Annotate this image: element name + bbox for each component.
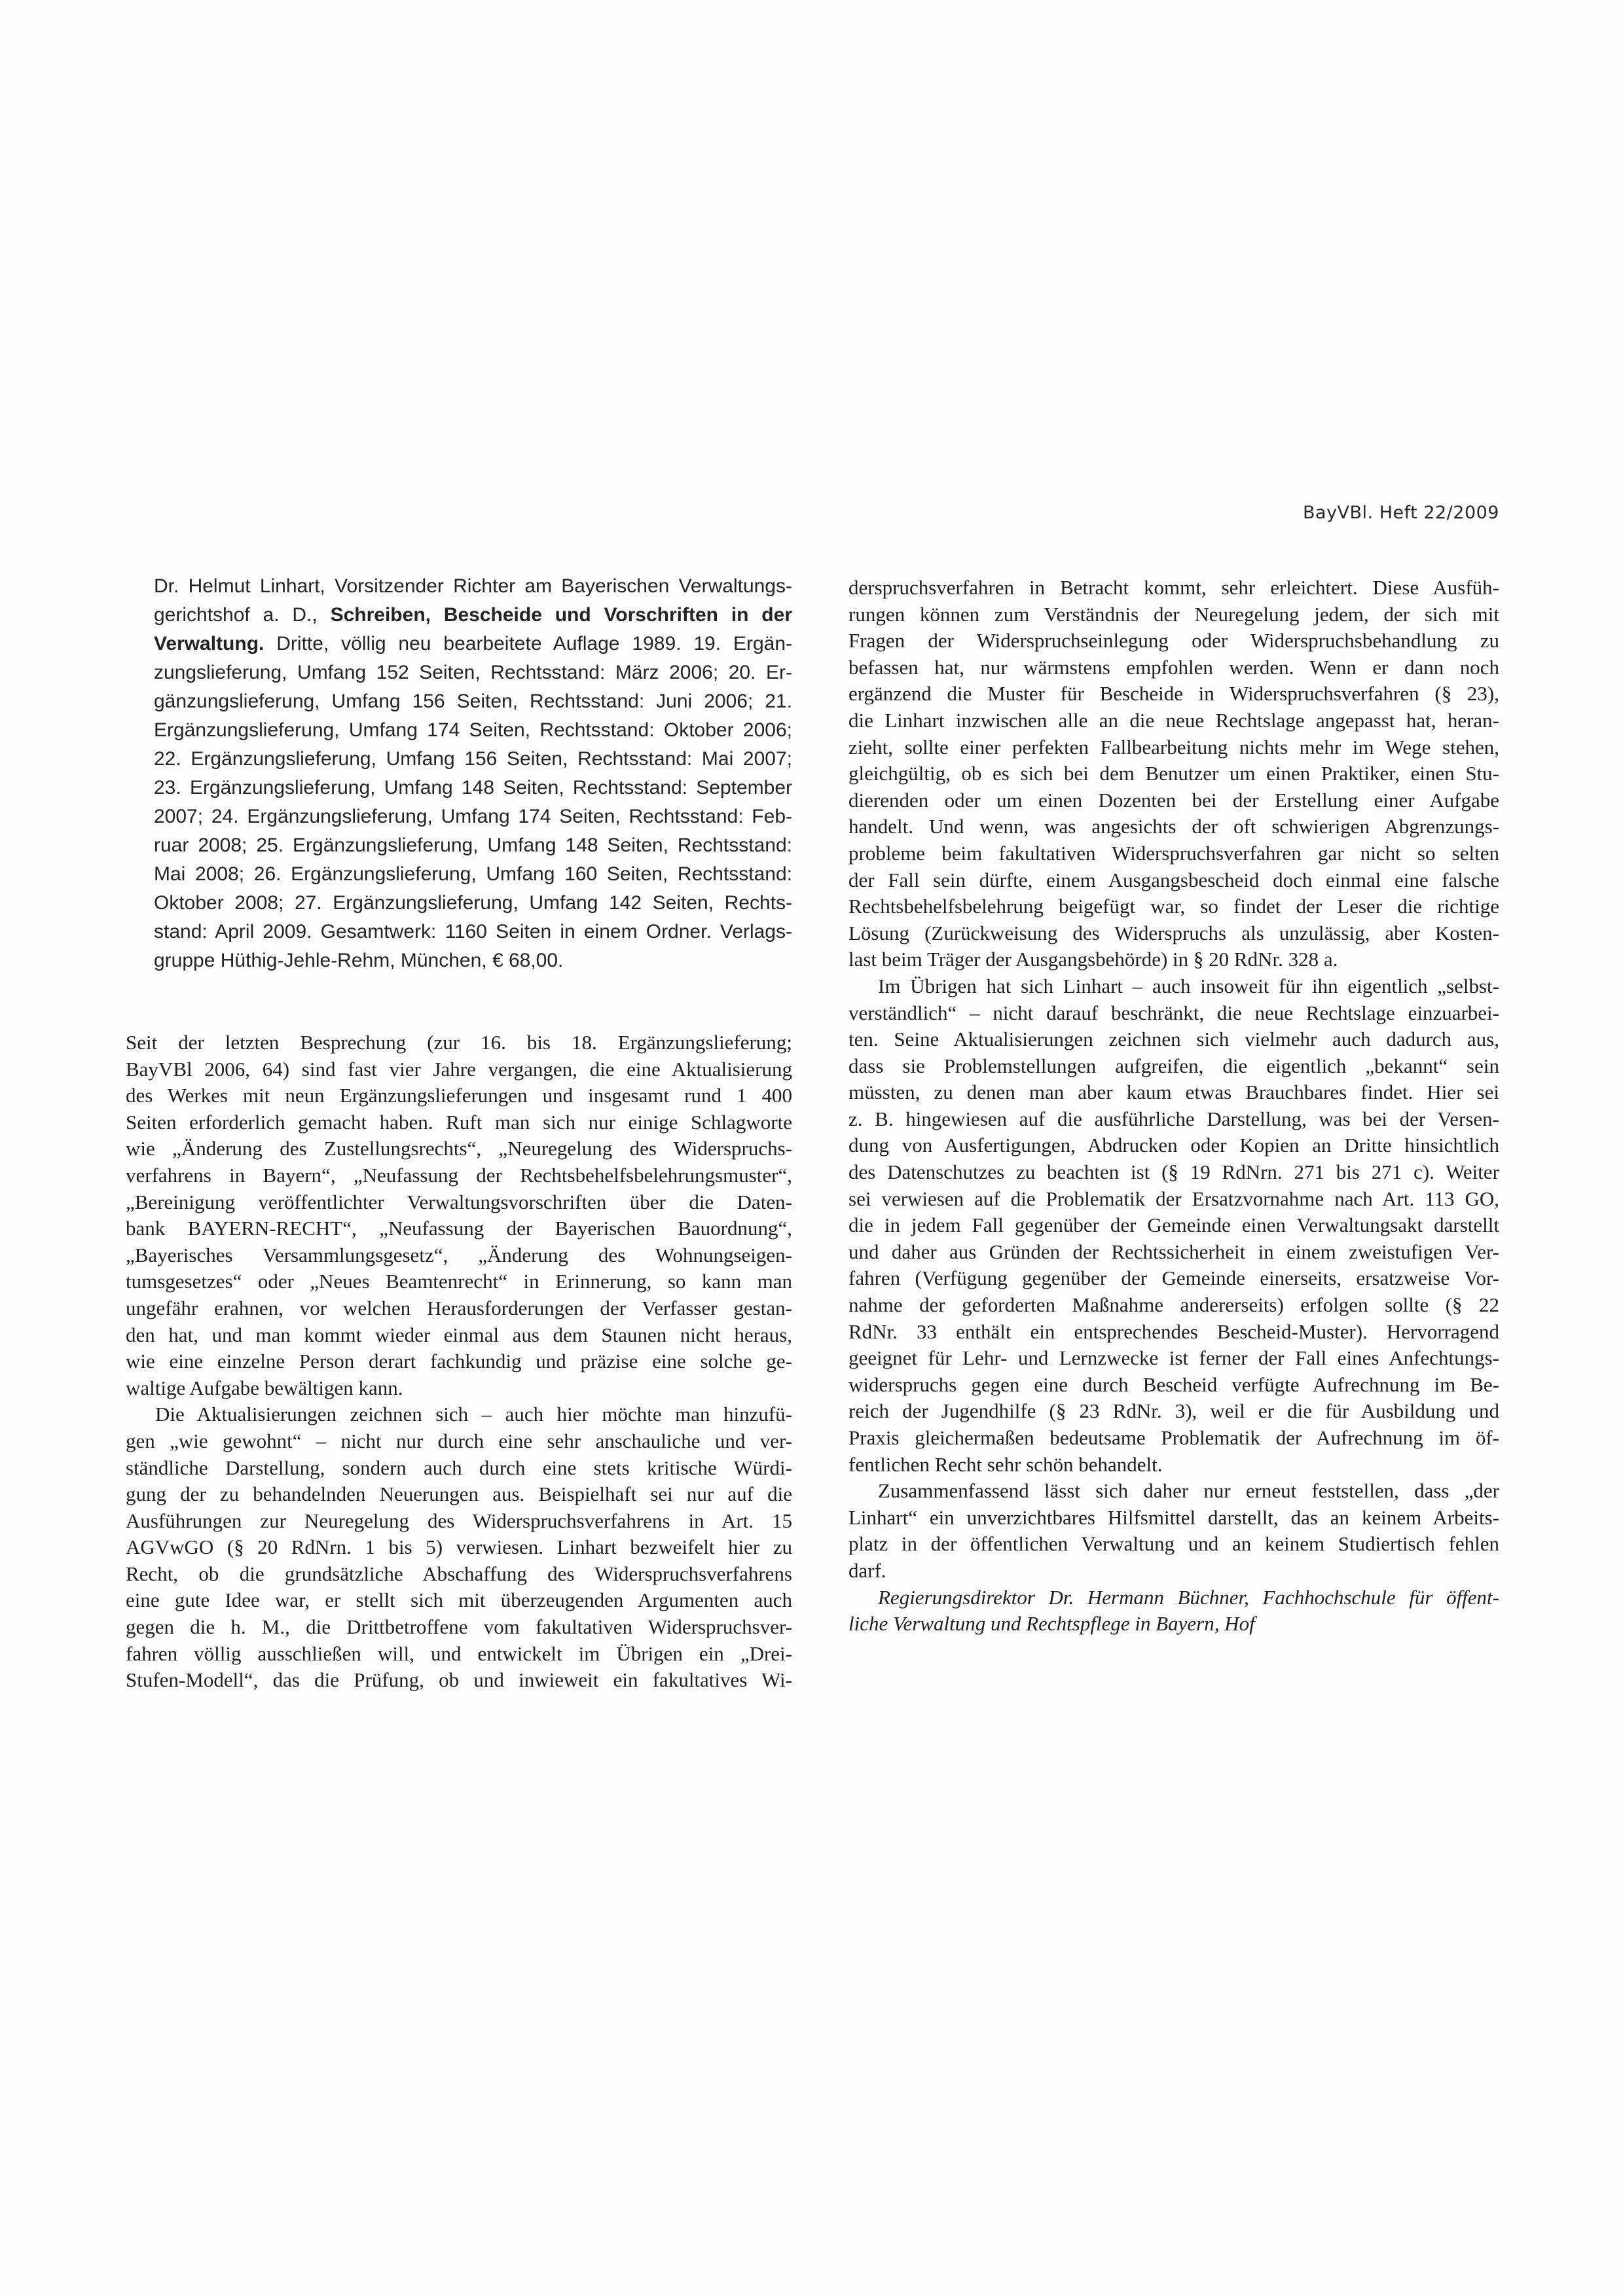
body-line: dass sie Problemstellungen aufgreifen, die eigentlich „bekannt“ sein [848,1054,1499,1077]
body-line: darf. [848,1558,886,1582]
body-line: BayVBl 2006, 64) sind fast vier Jahre vergangen, die eine Aktualisierung [126,1057,792,1081]
body-line: müssten, zu denen man aber kaum etwas Brauchbares findet. Hier sei [848,1081,1499,1104]
body-line: z. B. hingewiesen auf die ausführliche Darstellung, was bei der Versen- [848,1107,1499,1130]
running-head: BayVBl. Heft 22/2009 [1303,503,1499,523]
body-line: dung von Ausfertigungen, Abdrucken oder Kopien an Dritte hinsichtlich [848,1134,1499,1157]
body-line: rungen können zum Verständnis der Neuregelung jedem, der sich mit [848,602,1499,626]
body-line: nahme der geforderten Maßnahme andererseits) erfolgen sollte (§ 22 [848,1293,1499,1317]
bibliography-text: ruar 2008; 25. Ergänzungslieferung, Umfang 148 Seiten, Rechtsstand: [154,834,792,856]
body-line: wie eine einzelne Person derart fachkundig und präzise eine solche ge- [126,1350,792,1373]
body-line: Praxis gleichermaßen bedeutsame Problematik der Aufrechnung im öf- [848,1426,1499,1449]
body-line: AGVwGO (§ 20 RdNrn. 1 bis 5) verwiesen. Linhart bezweifelt hier zu [126,1535,792,1559]
body-line: sei verwiesen auf die Problematik der Ersatzvornahme nach Art. 113 GO, [848,1187,1499,1210]
body-line: befassen hat, nur wärmstens empfohlen werden. Wenn er dann noch [848,655,1499,679]
body-line: verständlich“ – nicht darauf beschränkt, die neue Rechtslage einzuarbei- [848,1001,1499,1024]
body-line: RdNr. 33 enthält ein entsprechendes Bescheid-Muster). Hervorragend [848,1319,1499,1343]
body-line: und daher aus Gründen der Rechtssicherheit in einem zweistufigen Ver- [848,1240,1499,1263]
bibliography-line [154,716,792,745]
body-line: Rechtsbehelfsbelehrung beigefügt war, so findet der Leser die richtige [848,895,1499,918]
body-line: geeignet für Lehr- und Lernzwecke ist ferner der Fall eines Anfechtungs- [848,1346,1499,1370]
body-line: zieht, sollte einer perfekten Fallbearbeitung nichts mehr im Wege stehen, [848,735,1499,759]
bibliography-text: 23. Ergänzungslieferung, Umfang 148 Seiten, Rechtsstand: September [154,777,792,798]
body-line: die in jedem Fall gegenüber der Gemeinde einen Verwaltungsakt darstellt [848,1213,1499,1237]
bibliography-text: gruppe Hüthig-Jehle-Rehm, München, € 68,00. [154,950,564,971]
body-line: der Fall sein dürfte, einem Ausgangsbescheid doch einmal eine falsche [848,868,1499,891]
body-line: handelt. Und wenn, was angesichts der oft schwierigen Abgrenzungs- [848,815,1499,838]
bibliography-text: Mai 2008; 26. Ergänzungslieferung, Umfang 160 Seiten, Rechtsstand: [154,863,792,885]
body-line: Im Übrigen hat sich Linhart – auch insoweit für ihn eigentlich „selbst- [878,974,1499,997]
bibliography-line [154,687,792,716]
body-line: den hat, und man kommt wieder einmal aus dem Staunen nicht heraus, [126,1323,792,1346]
bibliography-line [154,946,792,975]
body-line: Lösung (Zurückweisung des Widerspruchs als unzulässig, aber Kosten- [848,921,1499,944]
bibliography-text: zungslieferung, Umfang 152 Seiten, Rechtsstand: März 2006; 20. Er- [154,662,792,683]
body-line: Stufen-Modell“, das die Prüfung, ob und inwieweit ein fakultatives Wi- [126,1668,792,1692]
reviewer-signature: Regierungsdirektor Dr. Hermann Büchner, Fachhochschule für öffent- [878,1585,1499,1609]
body-line: gegen die h. M., die Drittbetroffene vom fakultativen Widerspruchsver- [126,1615,792,1639]
body-line: Seit der letzten Besprechung (zur 16. bis 18. Ergänzungslieferung; [126,1031,792,1054]
bibliography-line [154,918,792,946]
bibliography-line [154,860,792,889]
review-body-right-column [848,575,1499,1638]
body-line: Recht, ob die grundsätzliche Abschaffung des Widerspruchsverfahrens [126,1562,792,1585]
body-line: dierenden oder um einen Dozenten bei der Erstellung einer Aufgabe [848,788,1499,812]
bibliography-text: Ergänzungslieferung, Umfang 174 Seiten, Rechtsstand: Oktober 2006; [154,719,792,741]
body-line: „Bayerisches Versammlungsgesetz“, „Änderung des Wohnungseigen- [126,1243,792,1266]
bibliography-text: Oktober 2008; 27. Ergänzungslieferung, Umfang 142 Seiten, Rechts- [154,892,792,914]
bibliography-text: 22. Ergänzungslieferung, Umfang 156 Seiten, Rechtsstand: Mai 2007; [154,748,792,770]
body-line: gung der zu behandelnden Neuerungen aus. Beispielhaft sei nur auf die [126,1482,792,1506]
bibliography-line [154,889,792,918]
body-line: gen „wie gewohnt“ – nicht nur durch eine sehr anschauliche und ver- [126,1429,792,1452]
book-title: Schreiben, Bescheide und Vorschriften in der [330,604,792,626]
body-line: „Bereinigung veröffentlichter Verwaltungsvorschriften über die Daten- [126,1190,792,1213]
body-line: last beim Träger der Ausgangsbehörde) in § 20 RdNr. 328 a. [848,948,1338,971]
body-line: bank BAYERN-RECHT“, „Neufassung der Bayerischen Bauordnung“, [126,1217,792,1240]
bibliography-line [154,745,792,774]
body-line: reich der Jugendhilfe (§ 23 RdNr. 3), weil er die für Ausbildung und [848,1399,1499,1423]
body-line: fahren völlig ausschließen will, und entwickelt im Übrigen ein „Drei- [126,1641,792,1665]
body-line: wie „Änderung des Zustellungsrechts“, „Neuregelung des Widerspruchs- [126,1137,792,1160]
bibliography-text: stand: April 2009. Gesamtwerk: 1160 Seiten in einem Ordner. Verlags- [154,921,792,942]
body-line: fentlichen Recht sehr schön behandelt. [848,1452,1163,1476]
body-line: Zusammenfassend lässt sich daher nur erneut feststellen, dass „der [878,1479,1499,1503]
body-line: waltige Aufgabe bewältigen kann. [126,1376,403,1399]
body-line: ten. Seine Aktualisierungen zeichnen sich vielmehr auch dadurch aus, [848,1028,1499,1051]
bibliography-text: gänzungslieferung, Umfang 156 Seiten, Rechtsstand: Juni 2006; 21. [154,691,792,712]
body-line: verfahrens in Bayern“, „Neufassung der Rechtsbehelfsbelehrungsmuster“, [126,1163,792,1187]
bibliography-line [154,601,792,630]
body-line: gleichgültig, ob es sich bei dem Benutzer um einen Praktiker, einen Stu- [848,762,1499,785]
body-line: probleme beim fakultativen Widerspruchsverfahren gar nicht so selten [848,841,1499,865]
body-line: fahren (Verfügung gegenüber der Gemeinde einerseits, ersatzweise Vor- [848,1266,1499,1290]
book-title: Verwaltung. [154,633,264,655]
body-line: Die Aktualisierungen zeichnen sich – auch hier möchte man hinzufü- [155,1403,792,1426]
body-line: tumsgesetzes“ oder „Neues Beamtenrecht“ in Erinnerung, so kann man [126,1270,792,1293]
bibliography-text: Dritte, völlig neu bearbeitete Auflage 1989. 19. Ergän- [264,633,792,655]
bibliography-text: gerichtshof a. D., [154,604,331,626]
bibliography-text: Dr. Helmut Linhart, Vorsitzender Richter am Bayerischen Verwaltungs- [154,575,792,597]
bibliography-line [154,572,792,601]
body-line: platz in der öffentlichen Verwaltung und an keinem Studiertisch fehlen [848,1532,1499,1556]
review-body-left-column [126,1030,792,1694]
body-line: des Datenschutzes zu beachten ist (§ 19 RdNrn. 271 bis 271 c). Weiter [848,1160,1499,1184]
body-line: widerspruchs gegen eine durch Bescheid verfügte Aufrechnung im Be- [848,1372,1499,1396]
body-line: derspruchsverfahren in Betracht kommt, sehr erleichtert. Diese Ausfüh- [848,576,1499,599]
body-line: Seiten erforderlich gemacht haben. Ruft man sich nur einige Schlagworte [126,1110,792,1134]
body-line: ständliche Darstellung, sondern auch durch eine stets kritische Würdi- [126,1456,792,1479]
body-line: Ausführungen zur Neuregelung des Widerspruchsverfahrens in Art. 15 [126,1509,792,1532]
body-line: ergänzend die Muster für Bescheide in Widerspruchsverfahren (§ 23), [848,682,1499,706]
body-line: Fragen der Widerspruchseinlegung oder Widerspruchsbehandlung zu [848,629,1499,653]
bibliography-line [154,774,792,802]
bibliography-line [154,831,792,860]
body-line: ungefähr erahnen, vor welchen Herausforderungen der Verfasser gestan- [126,1296,792,1319]
book-bibliography [154,572,792,975]
bibliography-line [154,658,792,687]
reviewer-signature: liche Verwaltung und Rechtspflege in Bayern, Hof [848,1612,1255,1636]
bibliography-line [154,630,792,658]
body-line: des Werkes mit neun Ergänzungslieferungen und insgesamt rund 1 400 [126,1084,792,1107]
bibliography-line [154,802,792,831]
bibliography-text: 2007; 24. Ergänzungslieferung, Umfang 174 Seiten, Rechtsstand: Feb- [154,806,792,827]
body-line: die Linhart inzwischen alle an die neue Rechtslage angepasst hat, heran- [848,708,1499,732]
body-line: Linhart“ ein unverzichtbares Hilfsmittel darstellt, das an keinem Arbeits- [848,1505,1499,1529]
body-line: eine gute Idee war, er stellt sich mit überzeugenden Argumenten auch [126,1588,792,1612]
